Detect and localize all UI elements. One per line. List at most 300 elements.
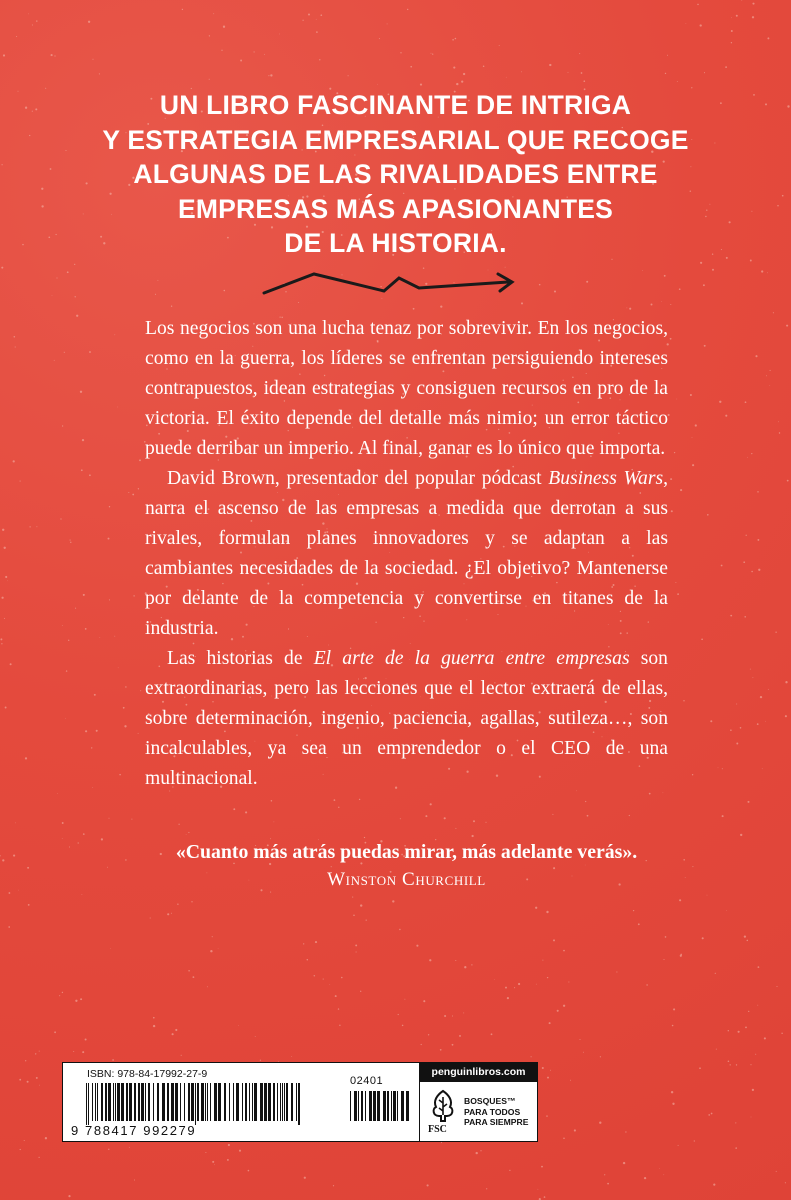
speckle bbox=[701, 638, 703, 640]
speckle bbox=[54, 1031, 56, 1033]
speckle bbox=[730, 729, 732, 731]
speckle bbox=[167, 913, 169, 915]
speckle bbox=[473, 820, 475, 822]
speckle bbox=[563, 1005, 565, 1007]
speckle bbox=[3, 54, 5, 56]
speckle bbox=[518, 983, 520, 985]
speckle bbox=[314, 975, 315, 976]
speckle bbox=[721, 565, 723, 567]
speckle bbox=[743, 561, 745, 563]
speckle bbox=[674, 452, 675, 453]
speckle bbox=[702, 937, 704, 939]
speckle bbox=[270, 74, 272, 76]
barcode-bar bbox=[218, 1083, 221, 1121]
barcode-bar bbox=[224, 1083, 226, 1121]
speckle bbox=[710, 720, 712, 722]
speckle bbox=[740, 727, 742, 729]
speckle bbox=[82, 894, 83, 895]
speckle bbox=[28, 904, 30, 906]
speckle bbox=[642, 270, 643, 271]
speckle bbox=[455, 828, 456, 829]
speckle bbox=[629, 815, 630, 816]
speckle bbox=[22, 244, 23, 245]
speckle bbox=[54, 55, 55, 56]
speckle bbox=[404, 999, 405, 1000]
speckle bbox=[5, 707, 7, 709]
speckle bbox=[762, 768, 763, 769]
speckle bbox=[730, 615, 732, 617]
speckle bbox=[651, 304, 653, 306]
barcode-bar bbox=[197, 1083, 199, 1121]
speckle bbox=[586, 281, 588, 283]
speckle bbox=[675, 582, 676, 583]
speckle bbox=[16, 36, 17, 37]
speckle bbox=[765, 103, 767, 105]
speckle bbox=[75, 1000, 77, 1002]
speckle bbox=[338, 807, 339, 808]
podcast-title: Business Wars bbox=[548, 468, 664, 489]
speckle bbox=[766, 375, 767, 376]
speckle bbox=[109, 818, 110, 819]
speckle bbox=[542, 1067, 544, 1069]
speckle bbox=[787, 105, 789, 107]
barcode-bar bbox=[162, 1083, 165, 1121]
speckle bbox=[29, 135, 30, 136]
speckle bbox=[110, 948, 111, 949]
blurb-text: Las historias de bbox=[167, 648, 314, 669]
speckle bbox=[8, 926, 10, 928]
speckle bbox=[134, 1179, 135, 1180]
speckle bbox=[35, 1053, 36, 1054]
speckle bbox=[752, 3, 754, 5]
book-title: El arte de la guerra entre empresas bbox=[313, 648, 630, 669]
speckle bbox=[39, 1157, 40, 1158]
barcode-bar bbox=[95, 1083, 96, 1121]
speckle bbox=[239, 1150, 241, 1152]
speckle bbox=[546, 1115, 547, 1116]
speckle bbox=[32, 111, 33, 112]
barcode-bar bbox=[284, 1083, 285, 1121]
speckle bbox=[730, 1064, 731, 1065]
speckle bbox=[1, 643, 2, 644]
speckle bbox=[398, 1014, 399, 1015]
speckle bbox=[15, 346, 16, 347]
barcode-bar bbox=[268, 1083, 271, 1121]
speckle bbox=[480, 1150, 481, 1151]
speckle bbox=[425, 815, 427, 817]
barcode-bar bbox=[361, 1091, 363, 1121]
speckle bbox=[381, 298, 382, 299]
speckle bbox=[85, 628, 87, 630]
speckle bbox=[70, 540, 71, 541]
barcode-bar bbox=[233, 1083, 234, 1121]
speckle bbox=[308, 14, 310, 16]
speckle bbox=[129, 1147, 130, 1148]
speckle bbox=[563, 1138, 565, 1140]
speckle bbox=[679, 288, 681, 290]
speckle bbox=[770, 370, 771, 371]
speckle bbox=[153, 1017, 155, 1019]
fsc-claim bbox=[464, 1096, 536, 1128]
speckle bbox=[359, 799, 360, 800]
speckle bbox=[757, 723, 759, 725]
speckle bbox=[271, 800, 273, 802]
barcode-bar bbox=[298, 1083, 300, 1125]
speckle bbox=[36, 20, 37, 21]
fsc-mark: FSC bbox=[428, 1124, 447, 1135]
speckle bbox=[140, 690, 141, 691]
speckle bbox=[52, 295, 53, 296]
barcode-bar bbox=[401, 1091, 404, 1121]
speckle bbox=[735, 1122, 736, 1123]
speckle bbox=[209, 79, 210, 80]
headline-line: Y ESTRATEGIA EMPRESARIAL QUE RECOGE bbox=[102, 124, 689, 155]
blurb-paragraph: Los negocios son una lucha tenaz por sobrevivir. En los negocios, como en la guerra, los líderes se enfrentan persiguiendo intereses contrapuestos, idean estrategias y consiguen recursos en pro de la victoria. El éxito depende del detalle más nimio; un error táctico puede derribar un imperio. Al final, ganar es lo único que importa. bbox=[145, 318, 668, 459]
speckle bbox=[699, 1067, 701, 1069]
speckle bbox=[352, 897, 353, 898]
barcode-bar bbox=[201, 1083, 204, 1121]
speckle bbox=[254, 51, 255, 52]
speckle bbox=[747, 801, 749, 803]
speckle bbox=[62, 822, 64, 824]
speckle bbox=[546, 911, 548, 913]
speckle bbox=[485, 822, 486, 823]
barcode-bar bbox=[129, 1083, 132, 1121]
speckle bbox=[752, 16, 754, 18]
speckle bbox=[274, 822, 275, 823]
speckle bbox=[323, 979, 324, 980]
barcode-bar bbox=[286, 1083, 288, 1121]
speckle bbox=[646, 984, 647, 985]
speckle bbox=[785, 681, 787, 683]
speckle bbox=[413, 308, 415, 310]
speckle bbox=[175, 1029, 177, 1031]
speckle bbox=[751, 571, 753, 573]
speckle bbox=[108, 538, 110, 540]
speckle bbox=[549, 1022, 551, 1024]
speckle bbox=[785, 715, 787, 717]
speckle bbox=[686, 23, 687, 24]
speckle bbox=[302, 20, 303, 21]
speckle bbox=[750, 260, 752, 262]
speckle bbox=[150, 917, 151, 918]
speckle bbox=[92, 787, 93, 788]
speckle bbox=[491, 1033, 493, 1035]
speckle bbox=[78, 842, 79, 843]
speckle bbox=[744, 616, 746, 618]
barcode-bar bbox=[397, 1091, 398, 1121]
barcode-bar bbox=[138, 1083, 140, 1121]
speckle bbox=[494, 979, 495, 980]
speckle bbox=[400, 818, 401, 819]
speckle bbox=[83, 594, 85, 596]
speckle bbox=[570, 1080, 571, 1081]
barcode-bar bbox=[358, 1091, 359, 1121]
speckle bbox=[341, 977, 343, 979]
speckle bbox=[315, 941, 317, 943]
speckle bbox=[707, 895, 708, 896]
barcode-bar bbox=[229, 1083, 230, 1121]
speckle bbox=[773, 312, 774, 313]
speckle bbox=[722, 815, 724, 817]
speckle bbox=[616, 971, 617, 972]
speckle bbox=[718, 767, 719, 768]
barcode-bar bbox=[188, 1083, 190, 1121]
speckle bbox=[505, 987, 507, 989]
speckle bbox=[101, 838, 103, 840]
barcode-bar bbox=[153, 1083, 154, 1121]
speckle bbox=[550, 1070, 551, 1071]
speckle bbox=[672, 1103, 674, 1105]
speckle bbox=[410, 66, 412, 68]
speckle bbox=[671, 510, 673, 512]
speckle bbox=[757, 539, 759, 541]
blurb-paragraph bbox=[145, 644, 668, 794]
speckle bbox=[303, 943, 304, 944]
speckle bbox=[506, 77, 507, 78]
speckle bbox=[128, 492, 129, 493]
speckle bbox=[18, 91, 19, 92]
barcode-panel bbox=[62, 1062, 420, 1142]
speckle bbox=[138, 488, 139, 489]
barcode-bar bbox=[383, 1091, 386, 1121]
speckle bbox=[387, 23, 388, 24]
speckle bbox=[633, 910, 634, 911]
speckle bbox=[731, 42, 732, 43]
speckle bbox=[703, 284, 705, 286]
speckle bbox=[125, 859, 126, 860]
speckle bbox=[695, 424, 697, 426]
speckle bbox=[155, 294, 156, 295]
barcode-bar bbox=[406, 1091, 409, 1121]
speckle bbox=[20, 481, 21, 482]
speckle bbox=[758, 569, 760, 571]
barcode-bar bbox=[354, 1091, 357, 1121]
speckle bbox=[672, 1025, 674, 1027]
speckle bbox=[456, 83, 458, 85]
speckle bbox=[69, 846, 70, 847]
speckle bbox=[671, 1091, 673, 1093]
speckle bbox=[432, 53, 433, 54]
speckle bbox=[379, 38, 380, 39]
speckle bbox=[536, 984, 537, 985]
speckle bbox=[563, 950, 565, 952]
speckle bbox=[452, 1015, 453, 1016]
speckle bbox=[207, 986, 208, 987]
barcode-bar bbox=[391, 1091, 392, 1121]
ean-barcode bbox=[84, 1083, 304, 1125]
barcode-bar bbox=[252, 1083, 253, 1121]
speckle bbox=[607, 1183, 609, 1185]
speckle bbox=[55, 234, 56, 235]
speckle bbox=[704, 345, 706, 347]
speckle bbox=[112, 1059, 114, 1061]
speckle bbox=[132, 494, 134, 496]
barcode-bar bbox=[249, 1083, 250, 1121]
speckle bbox=[580, 1039, 581, 1040]
barcode-bar bbox=[175, 1083, 178, 1121]
speckle bbox=[661, 301, 662, 302]
speckle bbox=[25, 107, 27, 109]
speckle bbox=[768, 689, 769, 690]
speckle bbox=[683, 859, 685, 861]
speckle bbox=[553, 939, 555, 941]
speckle bbox=[747, 457, 748, 458]
barcode-bar bbox=[86, 1083, 87, 1125]
fsc-tree-icon bbox=[427, 1089, 459, 1123]
speckle bbox=[27, 867, 29, 869]
epigraph bbox=[145, 838, 668, 893]
speckle bbox=[25, 757, 27, 759]
speckle bbox=[25, 1060, 26, 1061]
speckle bbox=[568, 982, 569, 983]
barcode-bar bbox=[365, 1091, 366, 1121]
speckle bbox=[348, 75, 349, 76]
speckle bbox=[453, 67, 455, 69]
speckle bbox=[32, 24, 33, 25]
speckle bbox=[722, 768, 723, 769]
speckle bbox=[638, 923, 640, 925]
speckle bbox=[726, 910, 727, 911]
speckle bbox=[89, 474, 91, 476]
speckle bbox=[28, 14, 29, 15]
speckle bbox=[66, 670, 67, 671]
speckle bbox=[420, 84, 422, 86]
speckle bbox=[2, 859, 4, 861]
speckle bbox=[124, 725, 126, 727]
speckle bbox=[209, 35, 210, 36]
speckle bbox=[776, 986, 777, 987]
speckle bbox=[89, 351, 91, 353]
speckle bbox=[2, 164, 3, 165]
speckle bbox=[212, 1161, 214, 1163]
speckle bbox=[700, 262, 702, 264]
fsc-claim-line: PARA SIEMPRE bbox=[464, 1117, 529, 1127]
barcode-bar bbox=[108, 1083, 111, 1121]
speckle bbox=[547, 1077, 549, 1079]
quote-author: Winston Churchill bbox=[327, 869, 486, 890]
barcode-bar bbox=[97, 1083, 98, 1121]
speckle bbox=[538, 1189, 539, 1190]
speckle bbox=[542, 960, 543, 961]
barcode-bar bbox=[113, 1083, 114, 1121]
barcode-bar bbox=[387, 1091, 389, 1121]
speckle bbox=[670, 338, 672, 340]
speckle bbox=[719, 401, 721, 403]
barcode-bar bbox=[117, 1083, 120, 1121]
speckle bbox=[1, 267, 3, 269]
speckle bbox=[123, 707, 125, 709]
speckle bbox=[92, 59, 93, 60]
speckle bbox=[238, 1025, 239, 1026]
speckle bbox=[264, 54, 265, 55]
speckle bbox=[248, 1170, 250, 1172]
speckle bbox=[29, 526, 30, 527]
speckle bbox=[157, 280, 158, 281]
barcode-bar bbox=[373, 1091, 376, 1121]
speckle bbox=[333, 1185, 334, 1186]
speckle bbox=[665, 73, 666, 74]
speckle bbox=[665, 936, 667, 938]
speckle bbox=[499, 45, 500, 46]
speckle bbox=[171, 306, 172, 307]
barcode-bar bbox=[191, 1083, 194, 1121]
speckle bbox=[735, 1147, 737, 1149]
speckle bbox=[767, 37, 769, 39]
barcode-bar bbox=[207, 1083, 208, 1121]
speckle bbox=[221, 50, 222, 51]
speckle bbox=[521, 302, 523, 304]
barcode-bar bbox=[277, 1083, 278, 1121]
speckle bbox=[41, 188, 43, 190]
speckle bbox=[440, 305, 442, 307]
speckle bbox=[18, 890, 19, 891]
speckle bbox=[188, 832, 189, 833]
speckle bbox=[83, 833, 85, 835]
speckle bbox=[486, 1188, 487, 1189]
speckle bbox=[291, 1056, 292, 1057]
barcode-bar bbox=[101, 1083, 103, 1121]
speckle bbox=[692, 437, 693, 438]
speckle bbox=[539, 284, 541, 286]
barcode-bar bbox=[184, 1083, 185, 1121]
speckle bbox=[118, 667, 119, 668]
barcode-bar bbox=[273, 1083, 275, 1121]
speckle bbox=[240, 60, 242, 62]
speckle bbox=[736, 743, 738, 745]
speckle bbox=[360, 904, 362, 906]
speckle bbox=[268, 75, 269, 76]
speckle bbox=[786, 325, 788, 327]
speckle bbox=[644, 1177, 646, 1179]
speckle bbox=[677, 593, 679, 595]
speckle bbox=[549, 64, 551, 66]
speckle bbox=[745, 401, 747, 403]
barcode-bar bbox=[157, 1083, 159, 1121]
barcode-bar bbox=[210, 1083, 211, 1121]
speckle bbox=[757, 491, 758, 492]
speckle bbox=[430, 803, 432, 805]
speckle bbox=[736, 1064, 737, 1065]
speckle bbox=[330, 984, 331, 985]
barcode-bar bbox=[134, 1083, 136, 1121]
speckle bbox=[673, 1008, 675, 1010]
speckle bbox=[178, 824, 179, 825]
speckle bbox=[193, 976, 195, 978]
speckle bbox=[227, 1159, 229, 1161]
speckle bbox=[85, 1038, 87, 1040]
speckle bbox=[65, 718, 66, 719]
speckle bbox=[750, 1064, 751, 1065]
speckle bbox=[335, 995, 337, 997]
speckle bbox=[600, 1056, 601, 1057]
speckle bbox=[663, 1174, 664, 1175]
speckle bbox=[298, 302, 299, 303]
speckle bbox=[214, 1164, 215, 1165]
speckle bbox=[782, 195, 784, 197]
speckle bbox=[753, 94, 755, 96]
speckle bbox=[712, 269, 714, 271]
speckle bbox=[427, 1184, 429, 1186]
blurb-text: , narra el ascenso de las empresas a medida que derrotan a sus rivales, formulan planes innovadores y se adaptan a las cambiantes necesidades de la sociedad. ¿El objetivo? Mantenerse por delante de la competencia y convertirse en titanes de la industria. bbox=[145, 468, 669, 639]
speckle bbox=[747, 940, 749, 942]
speckle bbox=[181, 1055, 182, 1056]
speckle bbox=[377, 84, 378, 85]
isbn-label: ISBN: 978-84-17992-27-9 bbox=[87, 1068, 208, 1080]
speckle bbox=[748, 1011, 749, 1012]
speckle bbox=[339, 1025, 340, 1026]
speckle bbox=[764, 1037, 766, 1039]
